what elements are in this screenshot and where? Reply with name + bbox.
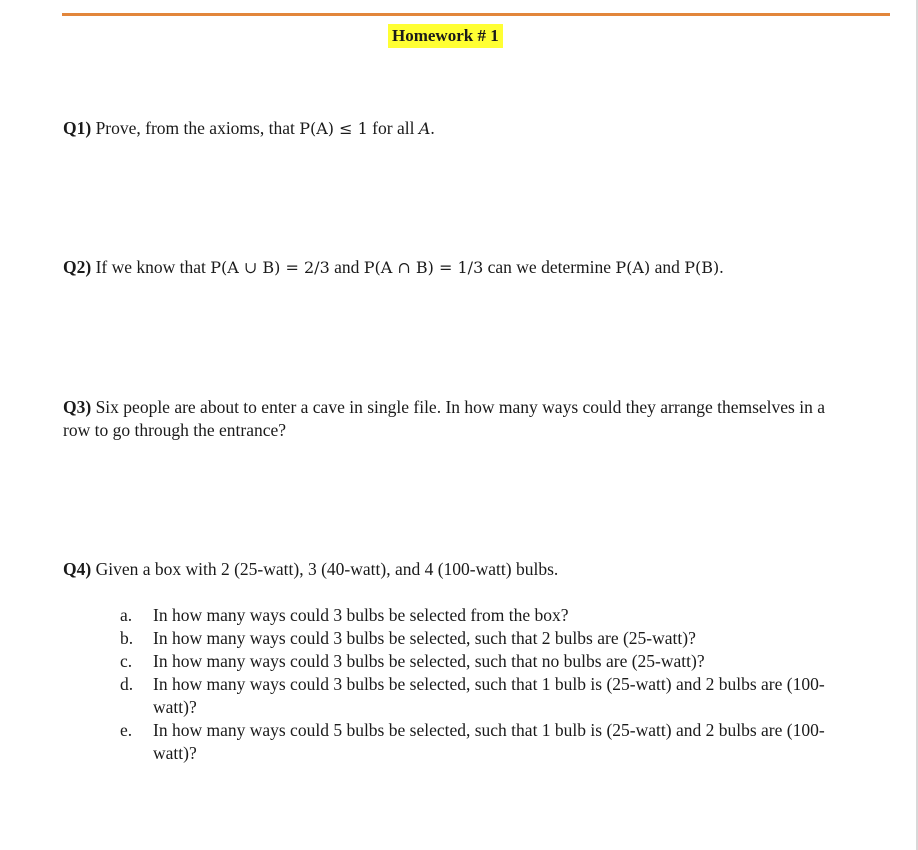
question-4	[63, 558, 853, 581]
math-expression: P(A ∪ B) = 2/3	[210, 258, 330, 277]
list-marker: b.	[120, 628, 134, 648]
math-expression: P(A) ≤ 1	[299, 119, 368, 138]
question-label: Q2)	[63, 257, 92, 277]
list-item-text: In how many ways could 3 bulbs be selected, such that 1 bulb is (25-watt) and 2 bulbs are (100-watt)?	[153, 674, 825, 717]
question-text: .	[430, 118, 435, 138]
list-item-text: In how many ways could 3 bulbs be selected, such that no bulbs are (25-watt)?	[153, 651, 705, 671]
list-item-text: In how many ways could 5 bulbs be selected, such that 1 bulb is (25-watt) and 2 bulbs are (100-watt)?	[153, 720, 825, 763]
list-item-text: In how many ways could 3 bulbs be selected, such that 2 bulbs are (25-watt)?	[153, 628, 696, 648]
question-text: Six people are about to enter a cave in single file. In how many ways could they arrange themselves in a row to go through the entrance?	[63, 397, 825, 440]
question-text: for all	[367, 118, 419, 138]
list-item	[120, 673, 860, 719]
math-expression: P(A ∩ B) = 1/3	[363, 258, 484, 277]
question-text: and	[329, 257, 364, 277]
question-text: If we know that	[95, 257, 211, 277]
list-item	[120, 604, 860, 627]
question-4-parts	[120, 604, 860, 765]
math-expression: P(A)	[615, 258, 651, 277]
question-1	[63, 117, 853, 140]
list-item-text: In how many ways could 3 bulbs be selected from the box?	[153, 605, 569, 625]
question-text: .	[719, 257, 724, 277]
math-expression: A	[418, 119, 431, 138]
question-text: Given a box with 2 (25-watt), 3 (40-watt), and 4 (100-watt) bulbs.	[95, 559, 559, 579]
list-marker: c.	[120, 651, 133, 671]
list-item	[120, 719, 860, 765]
question-text: can we determine	[483, 257, 616, 277]
list-marker: e.	[120, 720, 133, 740]
list-item	[120, 627, 860, 650]
math-expression: P(B)	[684, 258, 720, 277]
question-3	[63, 396, 853, 442]
list-marker: d.	[120, 674, 134, 694]
list-marker: a.	[120, 605, 133, 625]
page-title: Homework # 1	[388, 24, 503, 48]
question-text: Prove, from the axioms, that	[95, 118, 300, 138]
question-2	[63, 256, 853, 279]
question-text: and	[650, 257, 685, 277]
list-item	[120, 650, 860, 673]
header-rule	[62, 13, 890, 16]
question-label: Q4)	[63, 559, 92, 579]
question-label: Q3)	[63, 397, 92, 417]
question-label: Q1)	[63, 118, 92, 138]
